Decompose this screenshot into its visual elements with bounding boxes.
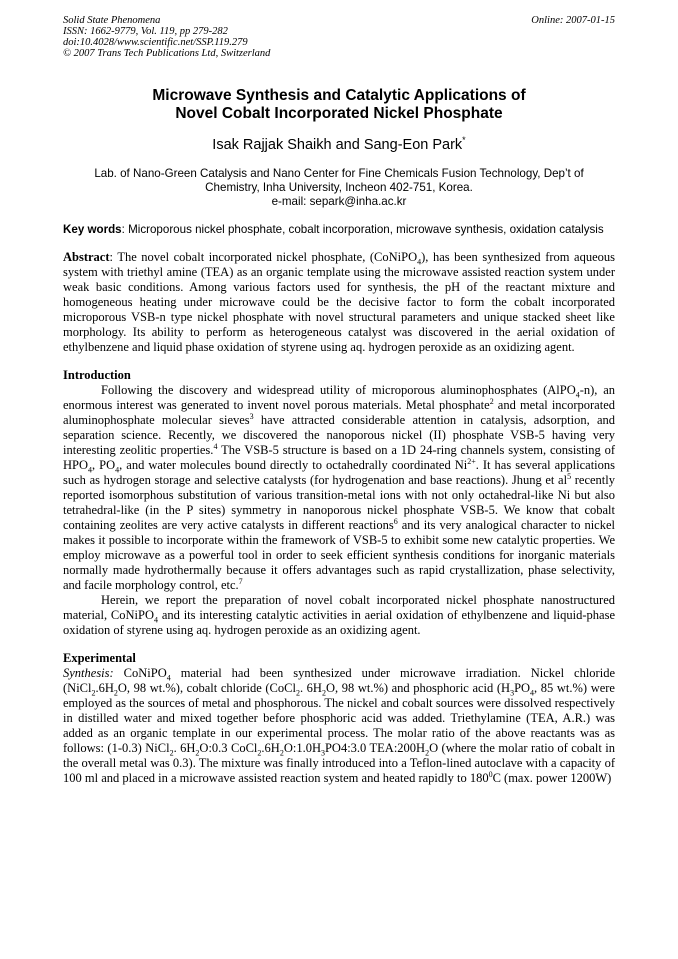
keywords — [63, 223, 615, 237]
body-text: , PO — [92, 458, 116, 472]
body-text: . It has several applications such as hydrogen storage and selective catalysts (for hydrogenation and base reactions). Jhung et al — [63, 458, 616, 487]
body-text: . 6H — [173, 741, 196, 755]
title-line-2: Novel Cobalt Incorporated Nickel Phosphate — [175, 105, 503, 122]
doi-link[interactable]: doi:10.4028/www.scientific.net/SSP.119.279 — [63, 37, 248, 48]
author-list — [63, 137, 615, 153]
abstract — [63, 250, 615, 355]
abstract-text: : The novel cobalt incorporated nickel phosphate, (CoNiPO — [109, 250, 418, 264]
reference-mark: 2 — [489, 396, 494, 406]
subscript: 2 — [113, 688, 118, 698]
experimental-heading: Experimental — [63, 651, 136, 665]
keywords-label: Key words — [63, 223, 122, 236]
reference-mark: 7 — [238, 576, 243, 586]
subscript: 4 — [88, 465, 93, 475]
email[interactable]: e-mail: separk@inha.ac.kr — [271, 195, 407, 208]
body-text: .6H — [261, 741, 280, 755]
subscript: 4 — [575, 390, 580, 400]
superscript: 0 — [488, 769, 493, 779]
body-text: Herein, we report the preparation of novel cobalt incorporated nickel phosphate nanostructured material, CoNiPO — [63, 593, 615, 622]
author-names: Isak Rajjak Shaikh and Sang-Eon Park — [212, 137, 463, 153]
paper-title — [63, 87, 615, 123]
experimental-paragraph — [63, 666, 615, 786]
subscript: 4 — [166, 673, 171, 683]
body-text: The VSB-5 structure is based on a 1D 24-ring channels system, consisting of HPO — [63, 443, 615, 472]
abstract-label: Abstract — [63, 250, 110, 264]
body-text: -n), an enormous interest was generated to invent novel porous materials. Metal phosphate — [63, 383, 615, 412]
body-text: and metal incorporated aluminophosphate molecular sieves — [63, 398, 615, 427]
body-text: , 85 wt.%) were employed as the sources of metal and phosphorous. The nickel and cobalt sources were dissolved respectively in distilled water and mixed together before phosphoric acid was added. Triethylamine (TEA, A.R.) was added as an organic template in our experimental process. The molar ratio of the above reactants was as follows: (1-0.3) NiCl — [63, 681, 615, 755]
introduction-paragraph-1 — [63, 383, 615, 593]
reference-mark: 5 — [567, 471, 572, 481]
body-text: C (max. power 1200W) — [492, 771, 612, 785]
body-text: , and water molecules bound directly to octahedrally coordinated Ni — [119, 458, 468, 472]
synthesis-label: Synthesis: — [63, 666, 114, 680]
subscript: 3 — [320, 748, 325, 758]
subscript: 2 — [295, 688, 300, 698]
subscript: 2 — [195, 748, 200, 758]
subscript: 4 — [417, 257, 422, 267]
abstract-text: ), has been synthesized from aqueous system with triethyl amine (TEA) as an organic template using the microwave assisted reaction system under weak basic conditions. Among various factors used for synthesis, the pH of the reactant mixture and homogeneous heating under microwave could be the decisive factor to form the cobalt incorporated microporous VSB-n type nickel phosphate with novel structural parameters and unique stacked sheet like morphology. Its ability to perform as heterogeneous catalyst was discovered in the aerial oxidation of ethylbenzene and liquid phase oxidation of styrene using aq. hydrogen peroxide as an oxidizing agent. — [63, 250, 616, 354]
body-text: and its interesting catalytic activities in aerial oxidation of ethylbenzene and liquid-phase oxidation of styrene using aq. hydrogen peroxide as an oxidizing agent. — [63, 608, 615, 637]
body-text: O (where the molar ratio of cobalt in the overall metal was 0.3). The mixture was finally introduced into a Teflon-lined autoclave with a capacity of 100 ml and placed in a microwave assisted reaction system and heated rapidly to 180 — [63, 741, 615, 785]
copyright-line: © 2007 Trans Tech Publications Ltd, Switzerland — [63, 48, 271, 59]
citation-block — [63, 15, 270, 59]
body-text: PO4:3.0 TEA:200H — [324, 741, 426, 755]
body-text: O:1.0H — [283, 741, 321, 755]
corresponding-mark: * — [462, 135, 466, 146]
affiliation-line-1: Lab. of Nano-Green Catalysis and Nano Center for Fine Chemicals Fusion Technology, Dep’t of — [94, 167, 584, 180]
subscript: 2 — [425, 748, 430, 758]
body-text: have attracted considerable attention in catalysis, adsorption, and separation science. Recently, we discovered the nanoporous nickel (II) phosphate VSB-5 having very interesting zeolitic properties. — [63, 413, 615, 457]
affiliation-line-2: Chemistry, Inha University, Incheon 402-751, Korea. — [205, 181, 473, 194]
reference-mark: 3 — [249, 411, 254, 421]
online-date: Online: 2007-01-15 — [531, 15, 615, 26]
body-text: . 6H — [299, 681, 322, 695]
subscript: 4 — [115, 465, 120, 475]
body-text: .6H — [95, 681, 114, 695]
body-text: O:0.3 CoCl — [199, 741, 258, 755]
subscript: 2 — [257, 748, 262, 758]
introduction-paragraph-2 — [63, 593, 615, 638]
subscript: 2 — [91, 688, 96, 698]
body-text: and its very analogical character to nickel makes it possible to incorporate within the framework of VSB-5 to exhibit some new catalytic properties. We employ microwave as a powerful tool in order to seek efficient synthesis conditions for inorganic materials normally made hydrothermally because it offers advantages such as rapid crystallization, phase selectivity, and facile morphology control, etc. — [63, 518, 615, 592]
body-text: CoNiPO — [113, 666, 167, 680]
affiliation — [63, 167, 615, 209]
introduction-heading: Introduction — [63, 368, 131, 382]
body-text: PO — [514, 681, 531, 695]
body-text: recently reported isomorphous substitution of various transition-metal ions with not only octahedral-like Ni but also tetrahedral-like (in the P sites) symmetry in nanoporous nickel phosphate VSB-5. We know that cobalt containing zeolites are very active catalysts in different reactions — [63, 473, 615, 532]
reference-mark: 4 — [213, 441, 218, 451]
body-text: material had been synthesized under microwave irradiation. Nickel chloride (NiCl — [63, 666, 615, 695]
body-text: O, 98 wt.%), cobalt chloride (CoCl — [117, 681, 296, 695]
title-line-1: Microwave Synthesis and Catalytic Applications of — [152, 87, 526, 104]
keywords-text: : Microporous nickel phosphate, cobalt incorporation, microwave synthesis, oxidation catalysis — [121, 223, 604, 236]
subscript: 2 — [279, 748, 284, 758]
subscript: 4 — [530, 688, 535, 698]
reference-mark: 6 — [393, 516, 398, 526]
subscript: 2 — [169, 748, 174, 758]
issn-line: ISSN: 1662-9779, Vol. 119, pp 279-282 — [63, 26, 228, 37]
journal-header — [63, 15, 615, 59]
body-text: O, 98 wt.%) and phosphoric acid (H — [325, 681, 511, 695]
subscript: 4 — [153, 615, 158, 625]
subscript: 2 — [321, 688, 326, 698]
subscript: 3 — [510, 688, 515, 698]
body-text: Following the discovery and widespread utility of microporous aluminophosphates (AlPO — [101, 383, 576, 397]
superscript: 2+ — [467, 456, 476, 466]
journal-name: Solid State Phenomena — [63, 15, 161, 26]
